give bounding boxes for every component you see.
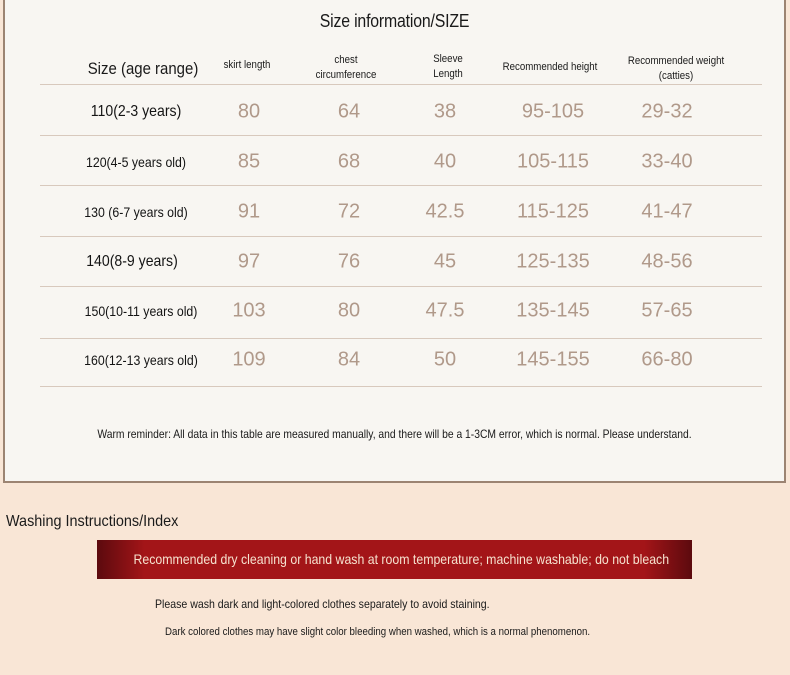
- header-sleeve-line1: Sleeve: [433, 53, 463, 65]
- washing-instructions-title: Washing Instructions/Index: [6, 513, 179, 530]
- size-label: 130 (6-7 years old): [84, 204, 188, 220]
- header-skirt-length: skirt length: [223, 59, 271, 71]
- chest-value: 68: [337, 150, 361, 173]
- washing-recommendation-banner: [97, 540, 692, 579]
- size-label: 150(10-11 years old): [84, 303, 198, 319]
- height-value: 145-155: [516, 348, 590, 371]
- header-recommended-height: Recommended height: [502, 61, 598, 73]
- chest-value: 84: [337, 348, 361, 371]
- skirt-length-value: 85: [237, 150, 261, 173]
- table-divider: [40, 84, 762, 85]
- washing-note-color-bleeding: Dark colored clothes may have slight color bleeding when washed, which is a normal phenomenon.: [165, 626, 591, 638]
- weight-value: 29-32: [641, 100, 693, 123]
- table-row: [5, 137, 784, 187]
- size-label: 110(2-3 years): [90, 103, 182, 120]
- weight-value: 57-65: [641, 299, 693, 322]
- sleeve-value: 45: [433, 250, 457, 273]
- weight-value: 33-40: [641, 150, 693, 173]
- size-label: 120(4-5 years old): [86, 154, 186, 170]
- weight-value: 66-80: [641, 348, 693, 371]
- sleeve-value: 40: [433, 150, 457, 173]
- size-info-title: Size information/SIZE: [319, 11, 470, 31]
- height-value: 125-135: [516, 250, 590, 273]
- header-recommended-weight: [628, 54, 724, 84]
- skirt-length-value: 103: [232, 299, 266, 322]
- size-label: 160(12-13 years old): [84, 352, 198, 368]
- washing-note-separate: Please wash dark and light-colored clothes separately to avoid staining.: [155, 597, 490, 611]
- chest-value: 72: [337, 200, 361, 223]
- sleeve-value: 50: [433, 348, 457, 371]
- size-label: 140(8-9 years): [86, 253, 178, 270]
- header-chest: [316, 53, 377, 83]
- header-weight-line2: (catties): [658, 70, 694, 82]
- weight-value: 41-47: [641, 200, 693, 223]
- sleeve-value: 47.5: [425, 299, 465, 322]
- header-chest-line2: circumference: [315, 69, 377, 81]
- skirt-length-value: 80: [237, 100, 261, 123]
- height-value: 95-105: [521, 100, 585, 123]
- table-divider: [40, 185, 762, 186]
- header-weight-line1: Recommended weight: [627, 55, 725, 67]
- table-header-row: [5, 50, 784, 86]
- table-divider: [40, 135, 762, 136]
- header-chest-line1: chest: [334, 54, 358, 66]
- size-info-panel: [3, 0, 786, 483]
- table-row: [5, 335, 784, 385]
- skirt-length-value: 91: [237, 200, 261, 223]
- skirt-length-value: 109: [232, 348, 266, 371]
- sleeve-value: 38: [433, 100, 457, 123]
- warm-reminder-text: Warm reminder: All data in this table are measured manually, and there will be a 1-3CM error, which is normal. Please understand.: [97, 427, 692, 441]
- chest-value: 76: [337, 250, 361, 273]
- chest-value: 80: [337, 299, 361, 322]
- weight-value: 48-56: [641, 250, 693, 273]
- skirt-length-value: 97: [237, 250, 261, 273]
- table-row: [5, 87, 784, 137]
- header-sleeve: [433, 52, 463, 82]
- table-row: [5, 187, 784, 237]
- washing-recommendation-text: Recommended dry cleaning or hand wash at room temperature; machine washable; do not bleach: [133, 551, 670, 567]
- table-row: [5, 286, 784, 336]
- table-divider: [40, 386, 762, 387]
- sleeve-value: 42.5: [425, 200, 465, 223]
- header-size: Size (age range): [87, 59, 199, 78]
- header-sleeve-line2: Length: [433, 68, 463, 80]
- height-value: 115-125: [517, 200, 589, 223]
- height-value: 135-145: [516, 299, 590, 322]
- chest-value: 64: [337, 100, 361, 123]
- table-row: [5, 237, 784, 287]
- height-value: 105-115: [517, 150, 589, 173]
